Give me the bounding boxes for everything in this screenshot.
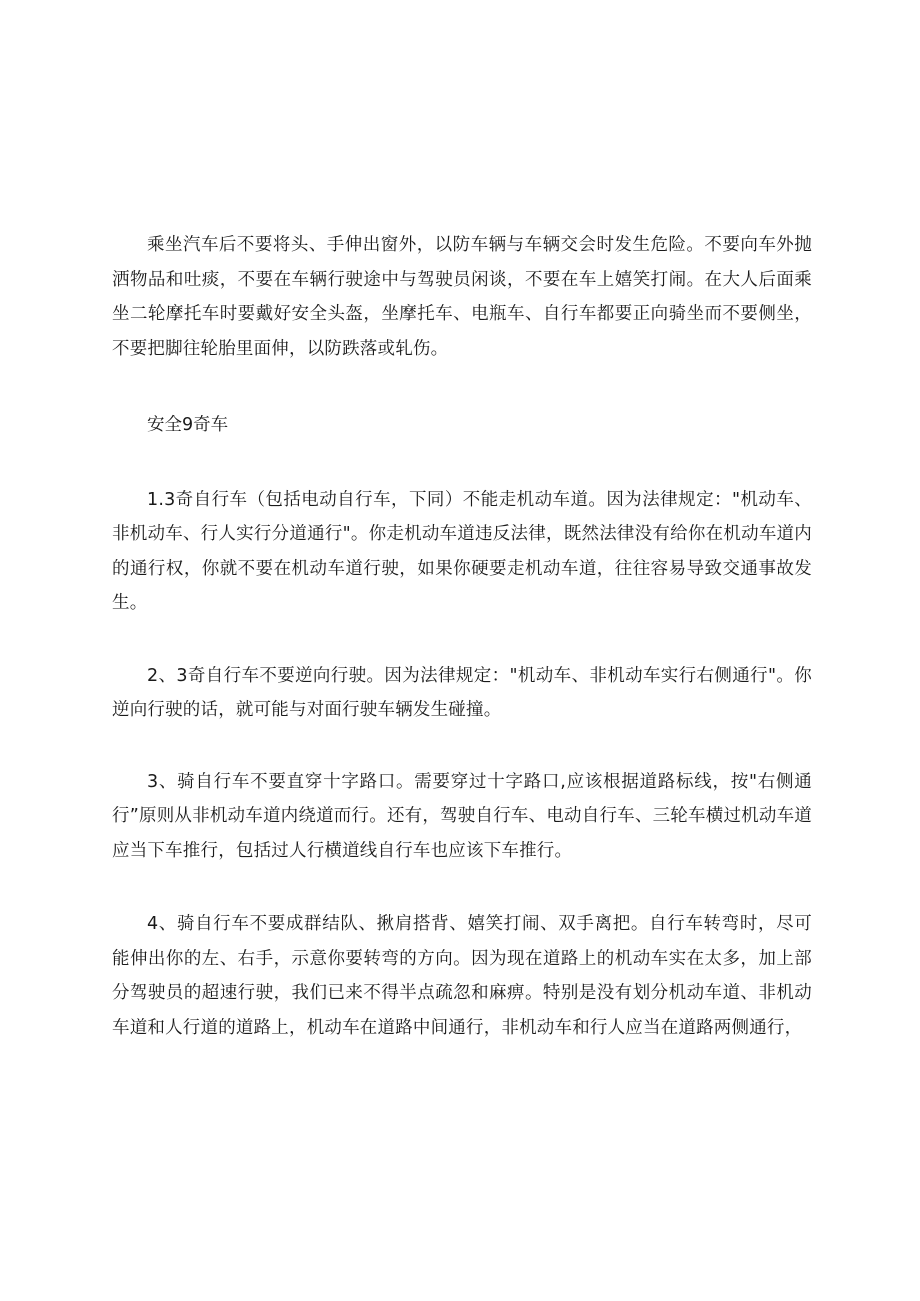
document-body [112,228,812,1045]
paragraph-rule-3: 3、骑自行车不要直穿十字路口。需要穿过十字路口,应该根据道路标线，按"右侧通行”原则从非机动车道内绕道而行。还有，驾驶自行车、电动自行车、三轮车横过机动车道应当下车推行，包括过人行横道线自行车也应该下车推行。 [112,771,812,861]
paragraph-spacer [112,728,812,765]
paragraph-spacer [112,443,812,483]
paragraph-spacer [112,366,812,408]
paragraph-spacer [112,868,812,907]
paragraph-rule-1: 1.3奇自行车（包括电动自行车，下同）不能走机动车道。因为法律规定："机动车、非机动车、行人实行分道通行"。你走机动车道违反法律，既然法律没有给你在机动车道内的通行权，你就不要在机动车道行驶，如果你硬要走机动车道，往往容易导致交通事故发生。 [112,489,812,613]
paragraph-rule-4: 4、骑自行车不要成群结队、揪肩搭背、嬉笑打闹、双手离把。自行车转弯时，尽可能伸出你的左、右手，示意你要转弯的方向。因为现在道路上的机动车实在太多，加上部分驾驶员的超速行驶，我们已来不得半点疏忽和麻痹。特别是没有划分机动车道、非机动车道和人行道的道路上，机动车在道路中间通行，非机动车和行人应当在道路两侧通行， [112,914,812,1038]
section-heading: 安全9奇车 [147,415,229,435]
paragraph-passenger-safety: 乘坐汽车后不要将头、手伸出窗外，以防车辆与车辆交会时发生危险。不要向车外抛洒物品和吐痰，不要在车辆行驶途中与驾驶员闲谈，不要在车上嬉笑打闹。在大人后面乘坐二轮摩托车时要戴好安全头盔，坐摩托车、电瓶车、自行车都要正向骑坐而不要侧坐，不要把脚往轮胎里面伸，以防跌落或轧伤。 [112,235,812,359]
paragraph-spacer [112,621,812,659]
paragraph-rule-2: 2、3奇自行车不要逆向行驶。因为法律规定："机动车、非机动车实行右侧通行"。你逆向行驶的话，就可能与对面行驶车辆发生碰撞。 [112,665,812,720]
